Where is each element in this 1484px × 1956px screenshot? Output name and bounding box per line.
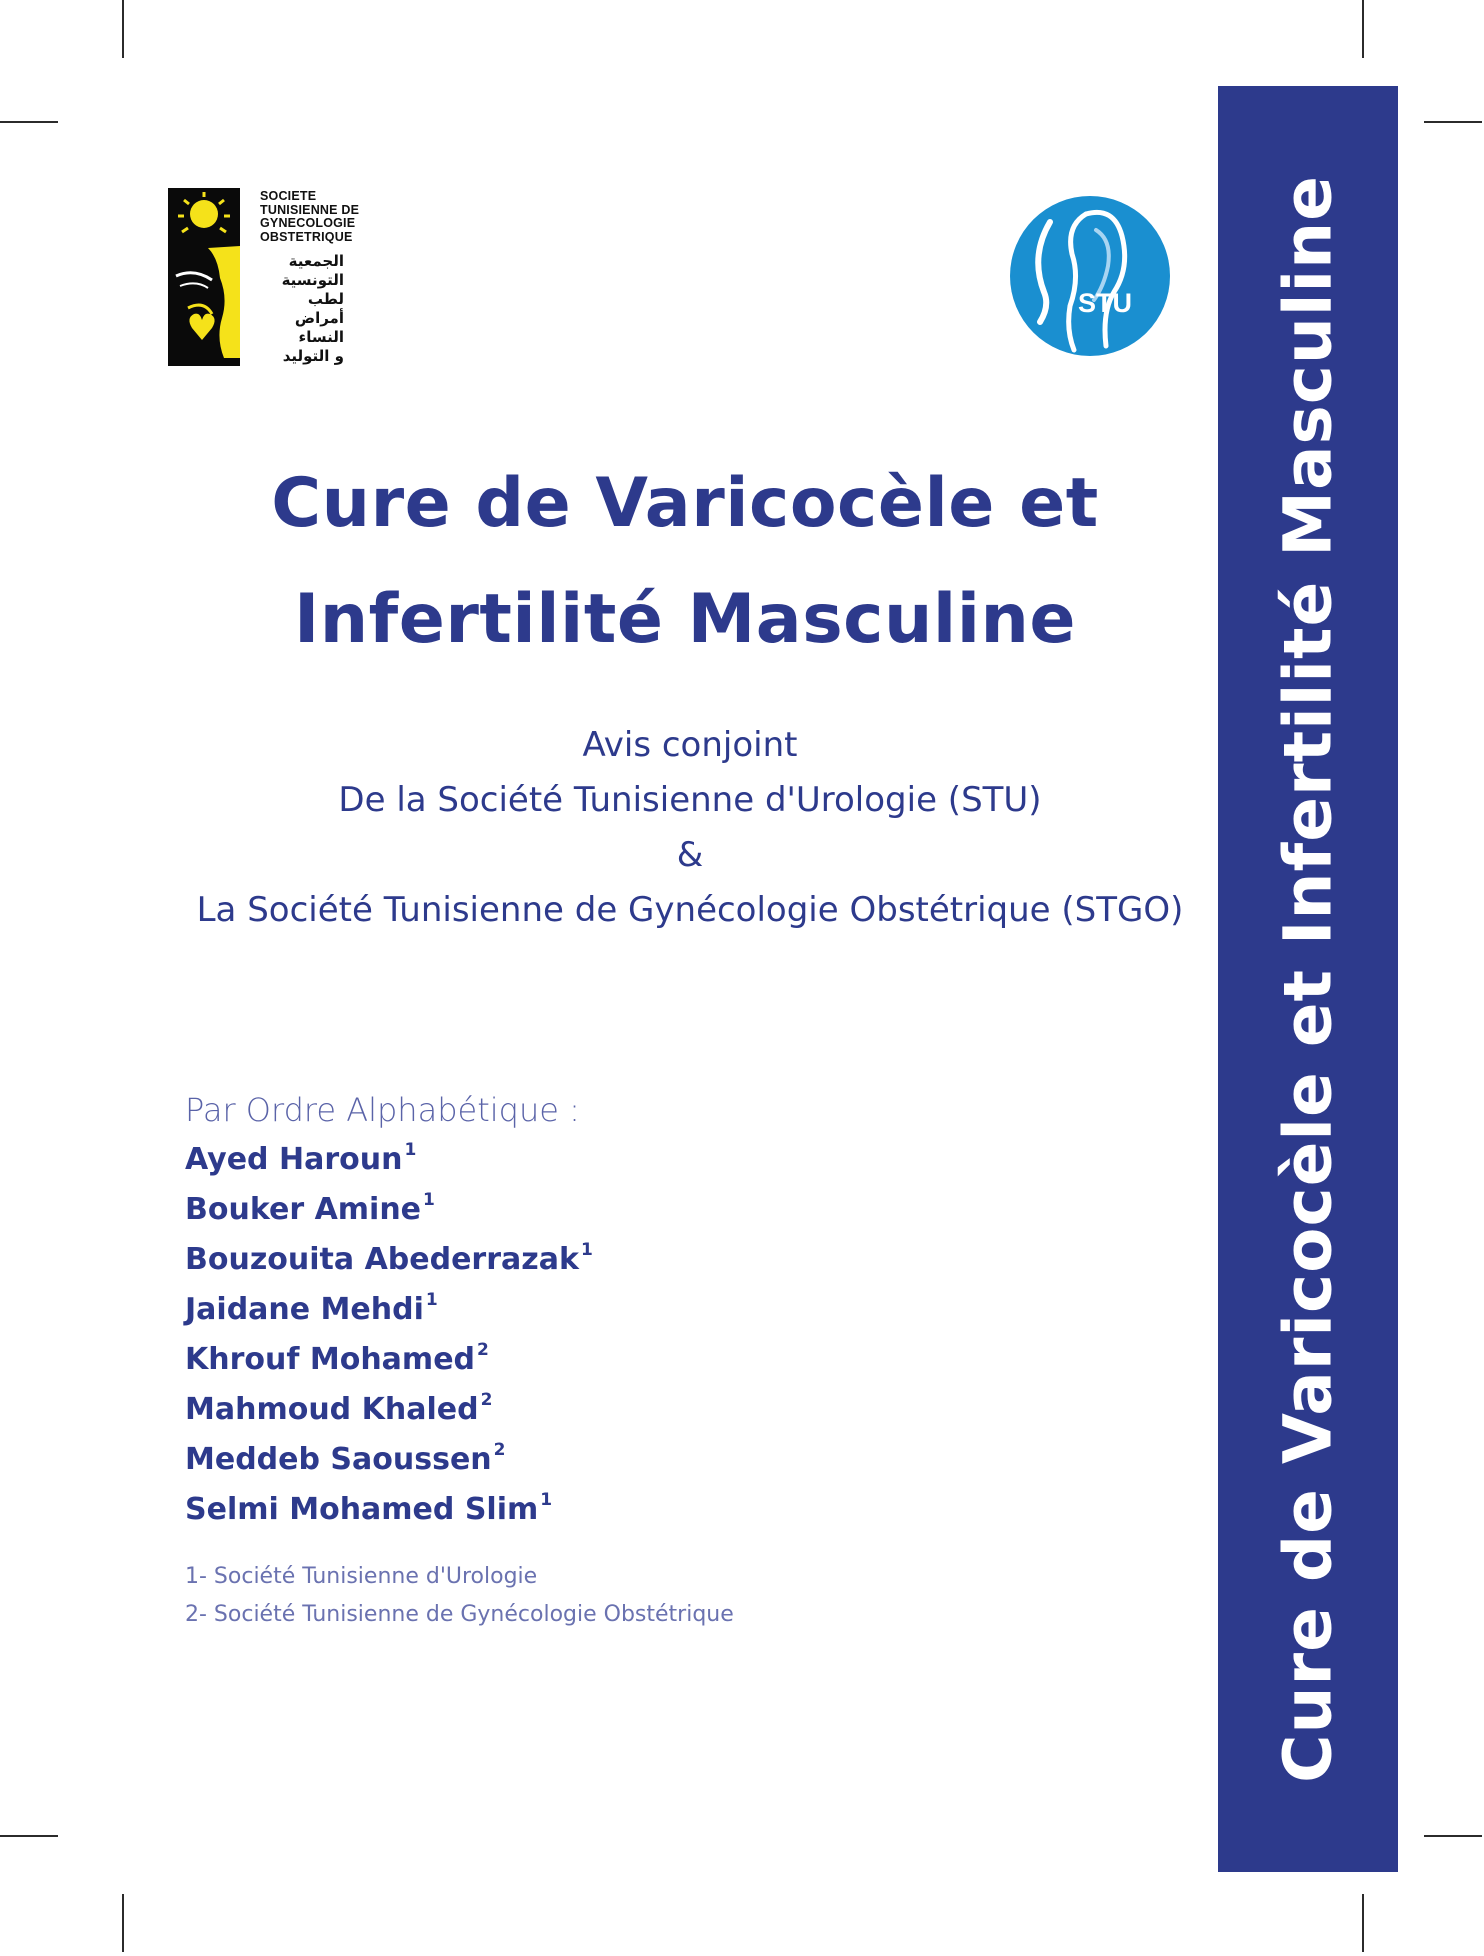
affiliation-line: 1- Société Tunisienne d'Urologie	[185, 1564, 538, 1589]
crop-mark	[122, 0, 124, 58]
crop-mark	[1424, 1835, 1482, 1837]
author-name-text: Meddeb Saoussen	[185, 1442, 492, 1477]
author-name	[185, 1435, 593, 1485]
author-affiliation-mark: 2	[477, 1340, 489, 1360]
subtitle-line: Avis conjoint	[582, 725, 798, 765]
stgo-arabic-line: الجمعية	[288, 252, 344, 270]
author-name-text: Bouzouita Abederrazak	[185, 1242, 579, 1277]
author-name	[185, 1385, 593, 1435]
stu-logo-text: STU	[1078, 288, 1132, 318]
stgo-name-line: OBSTETRIQUE	[260, 229, 353, 244]
title-line: Infertilité Masculine	[293, 580, 1077, 659]
affiliation-line: 2- Société Tunisienne de Gynécologie Obstétrique	[185, 1602, 734, 1627]
subtitle-line: &	[676, 835, 704, 875]
author-affiliation-mark: 1	[423, 1190, 435, 1210]
stgo-name-line: TUNISIENNE DE	[260, 202, 360, 217]
title-line: Cure de Varicocèle et	[271, 464, 1099, 543]
stgo-arabic-name	[264, 252, 344, 366]
stgo-arabic-line: التونسية	[281, 271, 344, 289]
author-name-text: Khrouf Mohamed	[185, 1342, 476, 1377]
author-name	[185, 1135, 593, 1185]
author-name	[185, 1185, 593, 1235]
author-name	[185, 1335, 593, 1385]
author-name-text: Ayed Haroun	[185, 1142, 403, 1177]
author-order-label: Par Ordre Alphabétique :	[185, 1091, 580, 1129]
author-list	[185, 1085, 593, 1535]
stgo-arabic-line: أمراض	[294, 309, 344, 327]
author-affiliation-mark: 1	[580, 1240, 593, 1260]
subtitle-line: La Société Tunisienne de Gynécologie Obstétrique (STGO)	[196, 890, 1184, 930]
author-affiliation-mark: 2	[493, 1440, 506, 1460]
stgo-name	[260, 190, 359, 244]
stgo-logo	[168, 188, 368, 368]
stgo-name-line: GYNECOLOGIE	[260, 216, 356, 230]
crop-mark	[1362, 1894, 1364, 1952]
page-title	[185, 446, 1185, 678]
author-affiliation-mark: 2	[480, 1390, 493, 1410]
author-name	[185, 1285, 593, 1335]
stgo-arabic-line: لطب	[307, 290, 344, 308]
stgo-emblem-icon	[168, 188, 240, 366]
crop-mark	[1362, 0, 1364, 58]
subtitle-line: De la Société Tunisienne d'Urologie (STU)	[338, 780, 1042, 820]
author-name	[185, 1485, 593, 1535]
stgo-arabic-line: النساء	[298, 328, 344, 346]
author-affiliation-mark: 1	[404, 1140, 417, 1160]
author-name-text: Mahmoud Khaled	[185, 1392, 479, 1427]
author-affiliation-mark: 1	[425, 1290, 438, 1310]
stgo-arabic-line: و التوليد	[282, 347, 344, 365]
author-name	[185, 1235, 593, 1285]
crop-mark	[1424, 121, 1482, 123]
author-affiliation-mark: 1	[540, 1490, 553, 1510]
stgo-name-line: SOCIETE	[260, 189, 317, 203]
crop-mark	[122, 1894, 124, 1952]
author-name-text: Bouker Amine	[185, 1192, 422, 1227]
crop-mark	[0, 121, 58, 123]
author-name-text: Selmi Mohamed Slim	[185, 1492, 539, 1527]
author-name-text: Jaidane Mehdi	[185, 1292, 424, 1327]
affiliations	[185, 1558, 734, 1634]
crop-mark	[0, 1835, 58, 1837]
spine-title: Cure de Varicocèle et Infertilité Masculine	[1269, 175, 1347, 1783]
subtitle	[150, 718, 1230, 938]
spine-sidebar	[1218, 86, 1398, 1872]
stu-logo-icon	[1010, 196, 1170, 356]
